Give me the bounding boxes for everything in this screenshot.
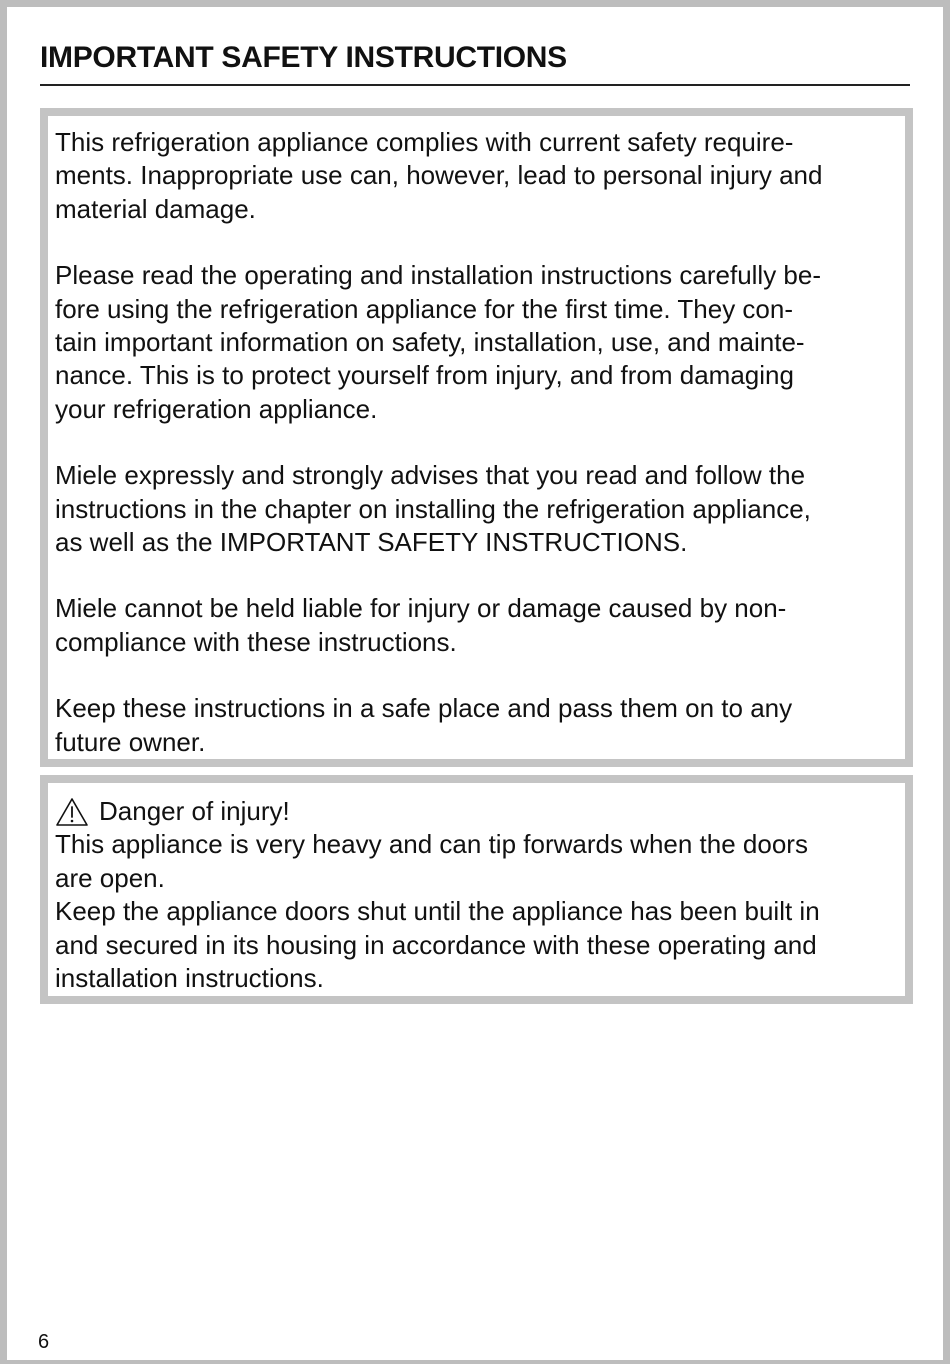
text-line: This appliance is very heavy and can tip forwards when the doors: [55, 829, 808, 860]
text-line: material damage.: [55, 193, 256, 224]
intro-box: [40, 108, 913, 767]
intro-paragraph: [55, 459, 899, 559]
text-line: installation instructions.: [55, 963, 324, 994]
text-line: ments. Inappropriate use can, however, lead to personal injury and: [55, 160, 823, 191]
warning-box: [40, 775, 913, 1004]
title-rule: [40, 84, 910, 86]
warning-heading-text: Danger of injury!: [99, 796, 290, 826]
text-line: Miele expressly and strongly advises that you read and follow the: [55, 460, 806, 491]
text-line: nance. This is to protect yourself from injury, and from damaging: [55, 360, 794, 391]
page-title: IMPORTANT SAFETY INSTRUCTIONS: [40, 41, 567, 74]
text-line: tain important information on safety, installation, use, and mainte-: [55, 327, 805, 358]
text-line: fore using the refrigeration appliance for the first time. They con-: [55, 293, 794, 324]
text-line: Keep the appliance doors shut until the appliance has been built in: [55, 896, 820, 927]
warning-body: [55, 828, 899, 995]
text-line: are open.: [55, 862, 165, 893]
text-line: as well as the IMPORTANT SAFETY INSTRUCTIONS.: [55, 527, 688, 558]
intro-paragraph: [55, 692, 899, 759]
intro-paragraph: [55, 259, 899, 426]
text-line: and secured in its housing in accordance with these operating and: [55, 929, 817, 960]
text-line: Keep these instructions in a safe place and pass them on to any: [55, 693, 793, 724]
text-line: your refrigeration appliance.: [55, 393, 378, 424]
text-line: This refrigeration appliance complies with current safety require-: [55, 127, 794, 157]
text-line: compliance with these instructions.: [55, 626, 457, 657]
text-line: Please read the operating and installation instructions carefully be-: [55, 260, 822, 291]
text-line: Miele cannot be held liable for injury or damage caused by non-: [55, 593, 787, 624]
warning-heading: [55, 795, 899, 828]
page-number: 6: [38, 1331, 50, 1353]
text-line: future owner.: [55, 726, 206, 757]
warning-triangle-icon: [55, 797, 89, 827]
intro-paragraph: [55, 592, 899, 659]
text-line: instructions in the chapter on installing the refrigeration appliance,: [55, 493, 811, 524]
intro-paragraph: [55, 126, 899, 226]
